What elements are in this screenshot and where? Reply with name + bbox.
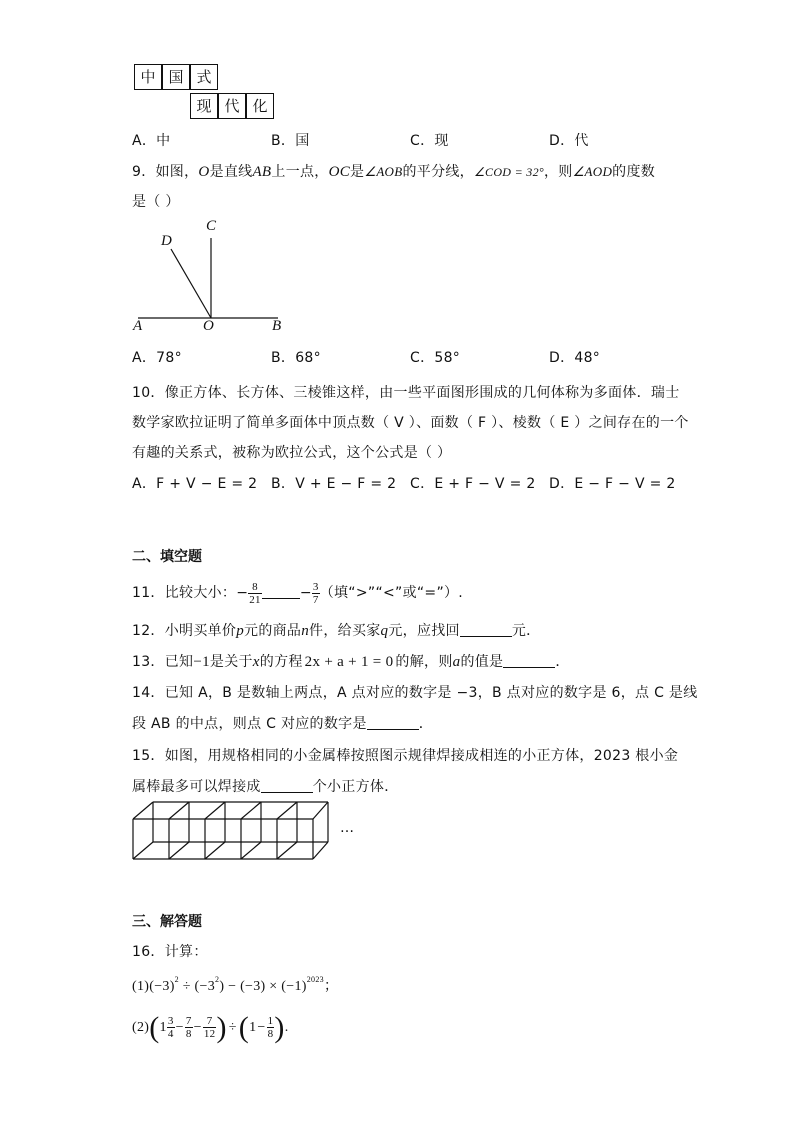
section-heading-fill-in: 二、填空题 [132, 549, 202, 565]
point-b-label: B [272, 318, 282, 334]
q9-line2: 是（ ） [132, 194, 180, 210]
q10-line3: 有趣的关系式，被称为欧拉公式，这个公式是（ ） [132, 445, 452, 461]
point-a-label: A [133, 318, 143, 334]
option-c: C．现 [410, 133, 449, 149]
q9-options [132, 347, 692, 365]
option-d: D．代 [549, 133, 589, 149]
net-cell: 现 [190, 93, 218, 119]
q16-part2: (2)(1 $\frac{3}{4}$ − $\frac{7}{8}$ − $\frac{7}{12}$ ) ÷(1− $\frac{1}{8}$ ). [132, 1010, 289, 1044]
q9-line1: 9．如图，O是直线AB上一点，OC是∠AOB的平分线，∠COD = 32°，则∠AOD的度数 [132, 164, 656, 180]
section-heading-solutions: 三、解答题 [132, 914, 202, 930]
q13: 13．已知−1是关于x的方程 2x + a + 1 = 0 的解，则a的值是 ． [132, 654, 570, 670]
net-cell: 国 [162, 64, 190, 90]
q8-options [132, 130, 692, 148]
option-a: A．中 [132, 133, 171, 149]
q10-line2: 数学家欧拉证明了简单多面体中顶点数（ V ）、面数（ F ）、棱数（ E ）之间存在的一个 [132, 415, 689, 431]
net-cell: 中 [134, 64, 162, 90]
q14-line2: 段 AB 的中点，则点 C 对应的数字是 ． [132, 716, 434, 732]
option-b: B．国 [271, 133, 310, 149]
option-a: A．78° [132, 350, 182, 366]
q16-part1: $(1)(-3)^2 \div (-3^2) - (-3) \times (-1)^{2023}$； [132, 975, 339, 994]
option-b: B．68° [271, 350, 321, 366]
point-o-label: O [203, 318, 214, 334]
q15-line1: 15．如图，用规格相同的小金属棒按照图示规律焊接成相连的小正方体，2023 根小金 [132, 748, 679, 764]
q15-line2: 属棒最多可以焊接成 个小正方体． [132, 779, 399, 795]
net-cell: 式 [190, 64, 218, 90]
point-d-label: D [161, 233, 172, 249]
option-c: C．58° [410, 350, 461, 366]
option-a: A．F + V − E = 2 [132, 476, 258, 492]
cubes-figure [128, 797, 338, 863]
option-d: D．48° [549, 350, 601, 366]
option-d: D．E − F − V = 2 [549, 476, 676, 492]
q14-line1: 14．已知 A，B 是数轴上两点，A 点对应的数字是 −3，B 点对应的数字是 6，点 C 是线 [132, 685, 698, 701]
q12: 12．小明买单价p元的商品n件，给买家q元，应找回 元． [132, 623, 541, 639]
q11: 11．比较大小：− $\frac{8}{21}$ − $\frac{3}{7}$ （填“>”“<”或“=”）. [132, 580, 464, 606]
net-cell: 化 [246, 93, 274, 119]
net-cell: 代 [218, 93, 246, 119]
option-c: C．E + F − V = 2 [410, 476, 536, 492]
option-b: B．V + E − F = 2 [271, 476, 397, 492]
point-c-label: C [206, 218, 217, 234]
q10-options [132, 473, 692, 491]
cubes-ellipsis: … [340, 820, 354, 836]
q16-title: 16．计算： [132, 944, 208, 960]
q10-line1: 10．像正方体、长方体、三棱锥这样，由一些平面图形围成的几何体称为多面体．瑞士 [132, 385, 680, 401]
